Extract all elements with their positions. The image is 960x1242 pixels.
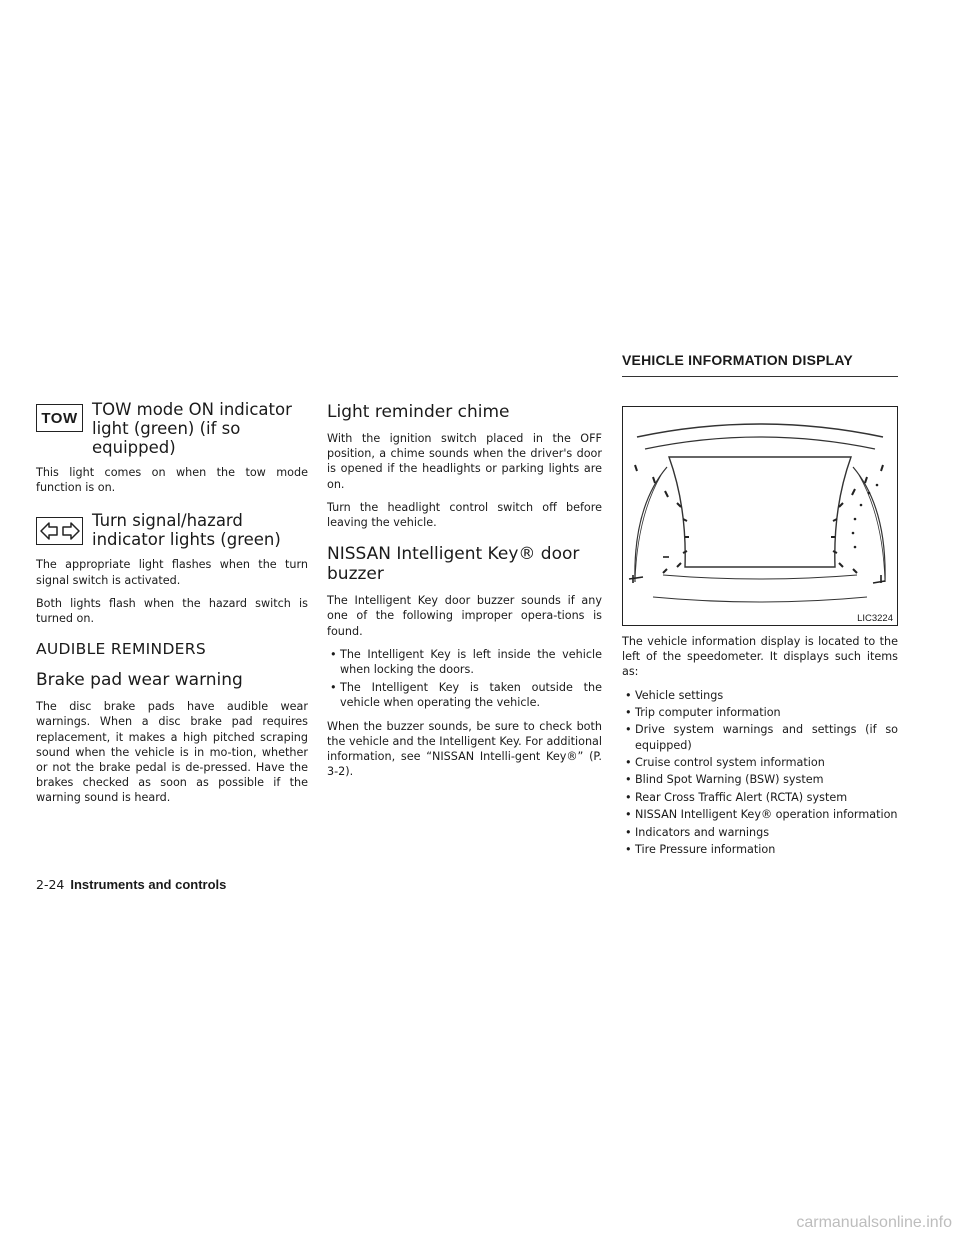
intelligent-key-text-1: The Intelligent Key door buzzer sounds if any one of the following improper opera-tions is found. <box>327 594 602 638</box>
header-divider <box>622 376 898 377</box>
list-item: • NISSAN Intelligent Key® operation information <box>622 807 898 822</box>
footer-section-title: Instruments and controls <box>70 877 227 892</box>
column-right <box>622 400 898 865</box>
watermark: carmanualsonline.info <box>796 1214 952 1231</box>
tow-indicator-icon <box>36 404 83 432</box>
light-reminder-text-1: With the ignition switch placed in the OFF position, a chime sounds when the driver's door is opened if the headlights or parking lights are on. <box>327 432 602 491</box>
intelligent-key-text-2: When the buzzer sounds, be sure to check both the vehicle and the Intelligent Key. For additional information, see “NISSAN Intelli-gent Key®” (P. 3-2). <box>327 719 602 779</box>
list-item: • Blind Spot Warning (BSW) system <box>622 772 898 787</box>
turn-signal-text-1: The appropriate light flashes when the turn signal switch is activated. <box>36 558 308 587</box>
brake-pad-heading: Brake pad wear warning <box>36 670 243 691</box>
instrument-cluster-illustration <box>623 407 897 625</box>
figure-label: LIC3224 <box>857 613 893 624</box>
list-item: • Drive system warnings and settings (if so equipped) <box>622 722 898 752</box>
column-middle <box>327 400 602 787</box>
audible-reminders-heading: AUDIBLE REMINDERS <box>36 640 206 659</box>
list-item: • Rear Cross Traffic Alert (RCTA) system <box>622 790 898 805</box>
brake-pad-text: The disc brake pads have audible wear warnings. When a disc brake pad requires replacement, it makes a high pitched scraping sound when the vehicle is in mo-tion, whether or not the brake pedal is de-pressed. Have the brakes checked as soon as possible if the warning sound is heard. <box>36 700 308 805</box>
list-item: • Vehicle settings <box>622 688 898 703</box>
list-item: • Tire Pressure information <box>622 842 898 857</box>
page-footer <box>36 877 226 892</box>
list-item: • Trip computer information <box>622 705 898 720</box>
list-item: • Indicators and warnings <box>622 825 898 840</box>
column-left <box>36 400 308 814</box>
list-item: • The Intelligent Key is taken outside the vehicle when operating the vehicle. <box>327 680 602 710</box>
list-item: • The Intelligent Key is left inside the vehicle when locking the doors. <box>327 647 602 677</box>
intelligent-key-bullets <box>327 647 602 711</box>
vehicle-info-intro: The vehicle information display is located to the left of the speedometer. It displays such items as: <box>622 635 898 679</box>
light-reminder-heading: Light reminder chime <box>327 402 510 422</box>
section-header-title: VEHICLE INFORMATION DISPLAY <box>622 352 853 368</box>
turn-signal-arrows-icon <box>36 517 83 545</box>
light-reminder-text-2: Turn the headlight control switch off before leaving the vehicle. <box>327 500 602 530</box>
instrument-cluster-figure <box>622 406 898 626</box>
tow-heading-block <box>36 400 308 457</box>
tow-icon-label: TOW <box>41 409 78 427</box>
intelligent-key-heading: NISSAN Intelligent Key® door buzzer <box>327 544 580 585</box>
turn-signal-text-2: Both lights flash when the hazard switch is turned on. <box>36 596 308 626</box>
turn-signal-heading-block <box>36 511 308 549</box>
turn-signal-heading: Turn signal/hazard indicator lights (green) <box>92 511 281 550</box>
tow-indicator-text: This light comes on when the tow mode function is on. <box>36 466 308 495</box>
page-number: 2-24 <box>36 877 65 892</box>
list-item: • Cruise control system information <box>622 755 898 770</box>
vehicle-info-items <box>622 688 898 858</box>
tow-indicator-heading: TOW mode ON indicator light (green) (if so equipped) <box>92 400 292 457</box>
